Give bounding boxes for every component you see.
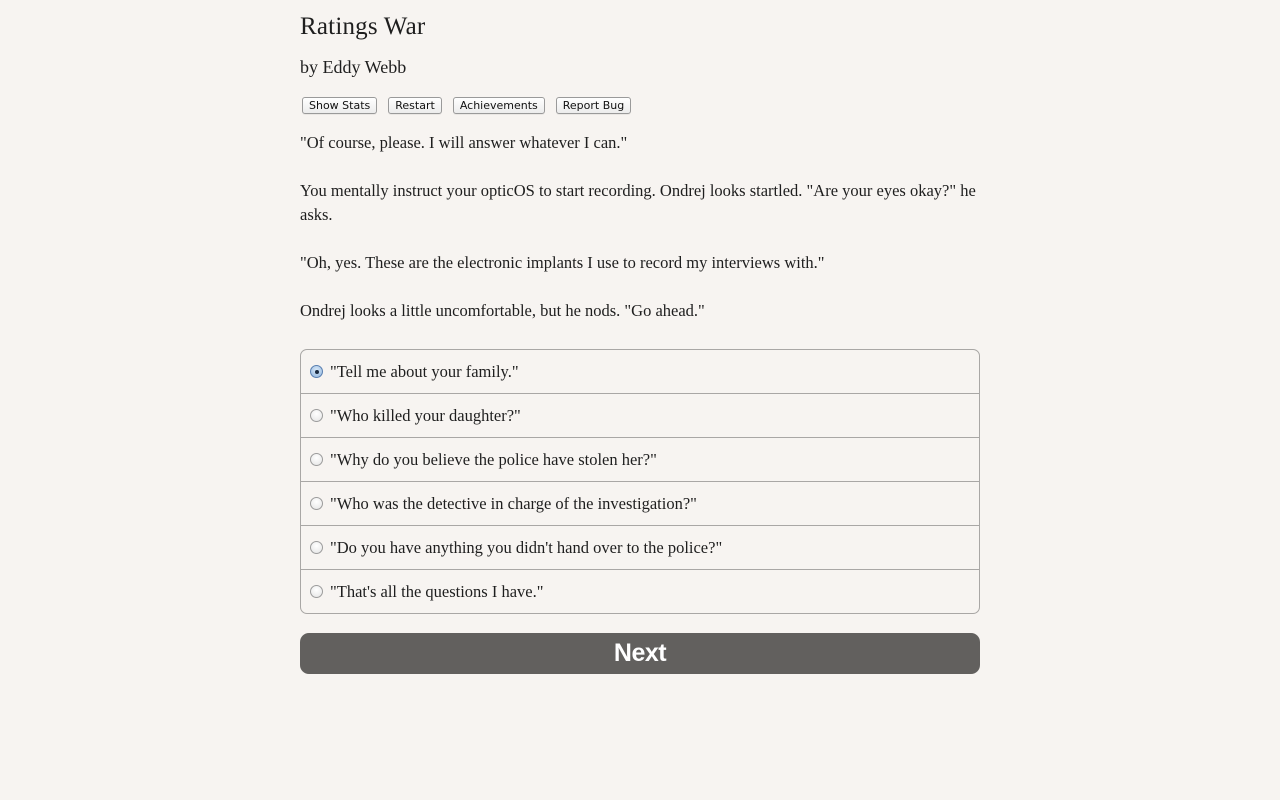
game-author: by Eddy Webb	[300, 57, 407, 77]
achievements-button[interactable]: Achievements	[453, 97, 545, 114]
toolbar	[302, 97, 631, 114]
choice-option[interactable]	[301, 481, 979, 525]
choice-label: "Who was the detective in charge of the investigation?"	[330, 493, 697, 513]
radio-unselected-icon[interactable]	[310, 541, 323, 554]
game-title: Ratings War	[300, 13, 426, 40]
choice-option[interactable]	[301, 393, 979, 437]
restart-button[interactable]: Restart	[388, 97, 442, 114]
show-stats-button[interactable]: Show Stats	[302, 97, 377, 114]
radio-selected-icon[interactable]	[310, 365, 323, 378]
choice-label: "Why do you believe the police have stolen her?"	[330, 449, 657, 469]
radio-unselected-icon[interactable]	[310, 453, 323, 466]
choice-label: "That's all the questions I have."	[330, 581, 544, 601]
next-button[interactable]: Next	[300, 633, 980, 674]
choice-option[interactable]	[301, 437, 979, 481]
choice-option[interactable]	[301, 525, 979, 569]
story-paragraph: "Oh, yes. These are the electronic implants I use to record my interviews with."	[300, 253, 825, 272]
choice-label: "Who killed your daughter?"	[330, 405, 521, 425]
radio-unselected-icon[interactable]	[310, 497, 323, 510]
choice-list	[300, 349, 980, 614]
choice-option[interactable]	[301, 569, 979, 613]
choice-option[interactable]	[301, 350, 979, 393]
radio-unselected-icon[interactable]	[310, 585, 323, 598]
story-text	[300, 131, 980, 347]
story-paragraph: You mentally instruct your opticOS to start recording. Ondrej looks startled. "Are your eyes okay?" he asks.	[300, 181, 976, 224]
story-paragraph: "Of course, please. I will answer whatever I can."	[300, 133, 628, 152]
radio-unselected-icon[interactable]	[310, 409, 323, 422]
choice-label: "Do you have anything you didn't hand over to the police?"	[330, 537, 723, 557]
report-bug-button[interactable]: Report Bug	[556, 97, 631, 114]
choice-label: "Tell me about your family."	[330, 361, 519, 381]
story-paragraph: Ondrej looks a little uncomfortable, but he nods. "Go ahead."	[300, 301, 705, 320]
